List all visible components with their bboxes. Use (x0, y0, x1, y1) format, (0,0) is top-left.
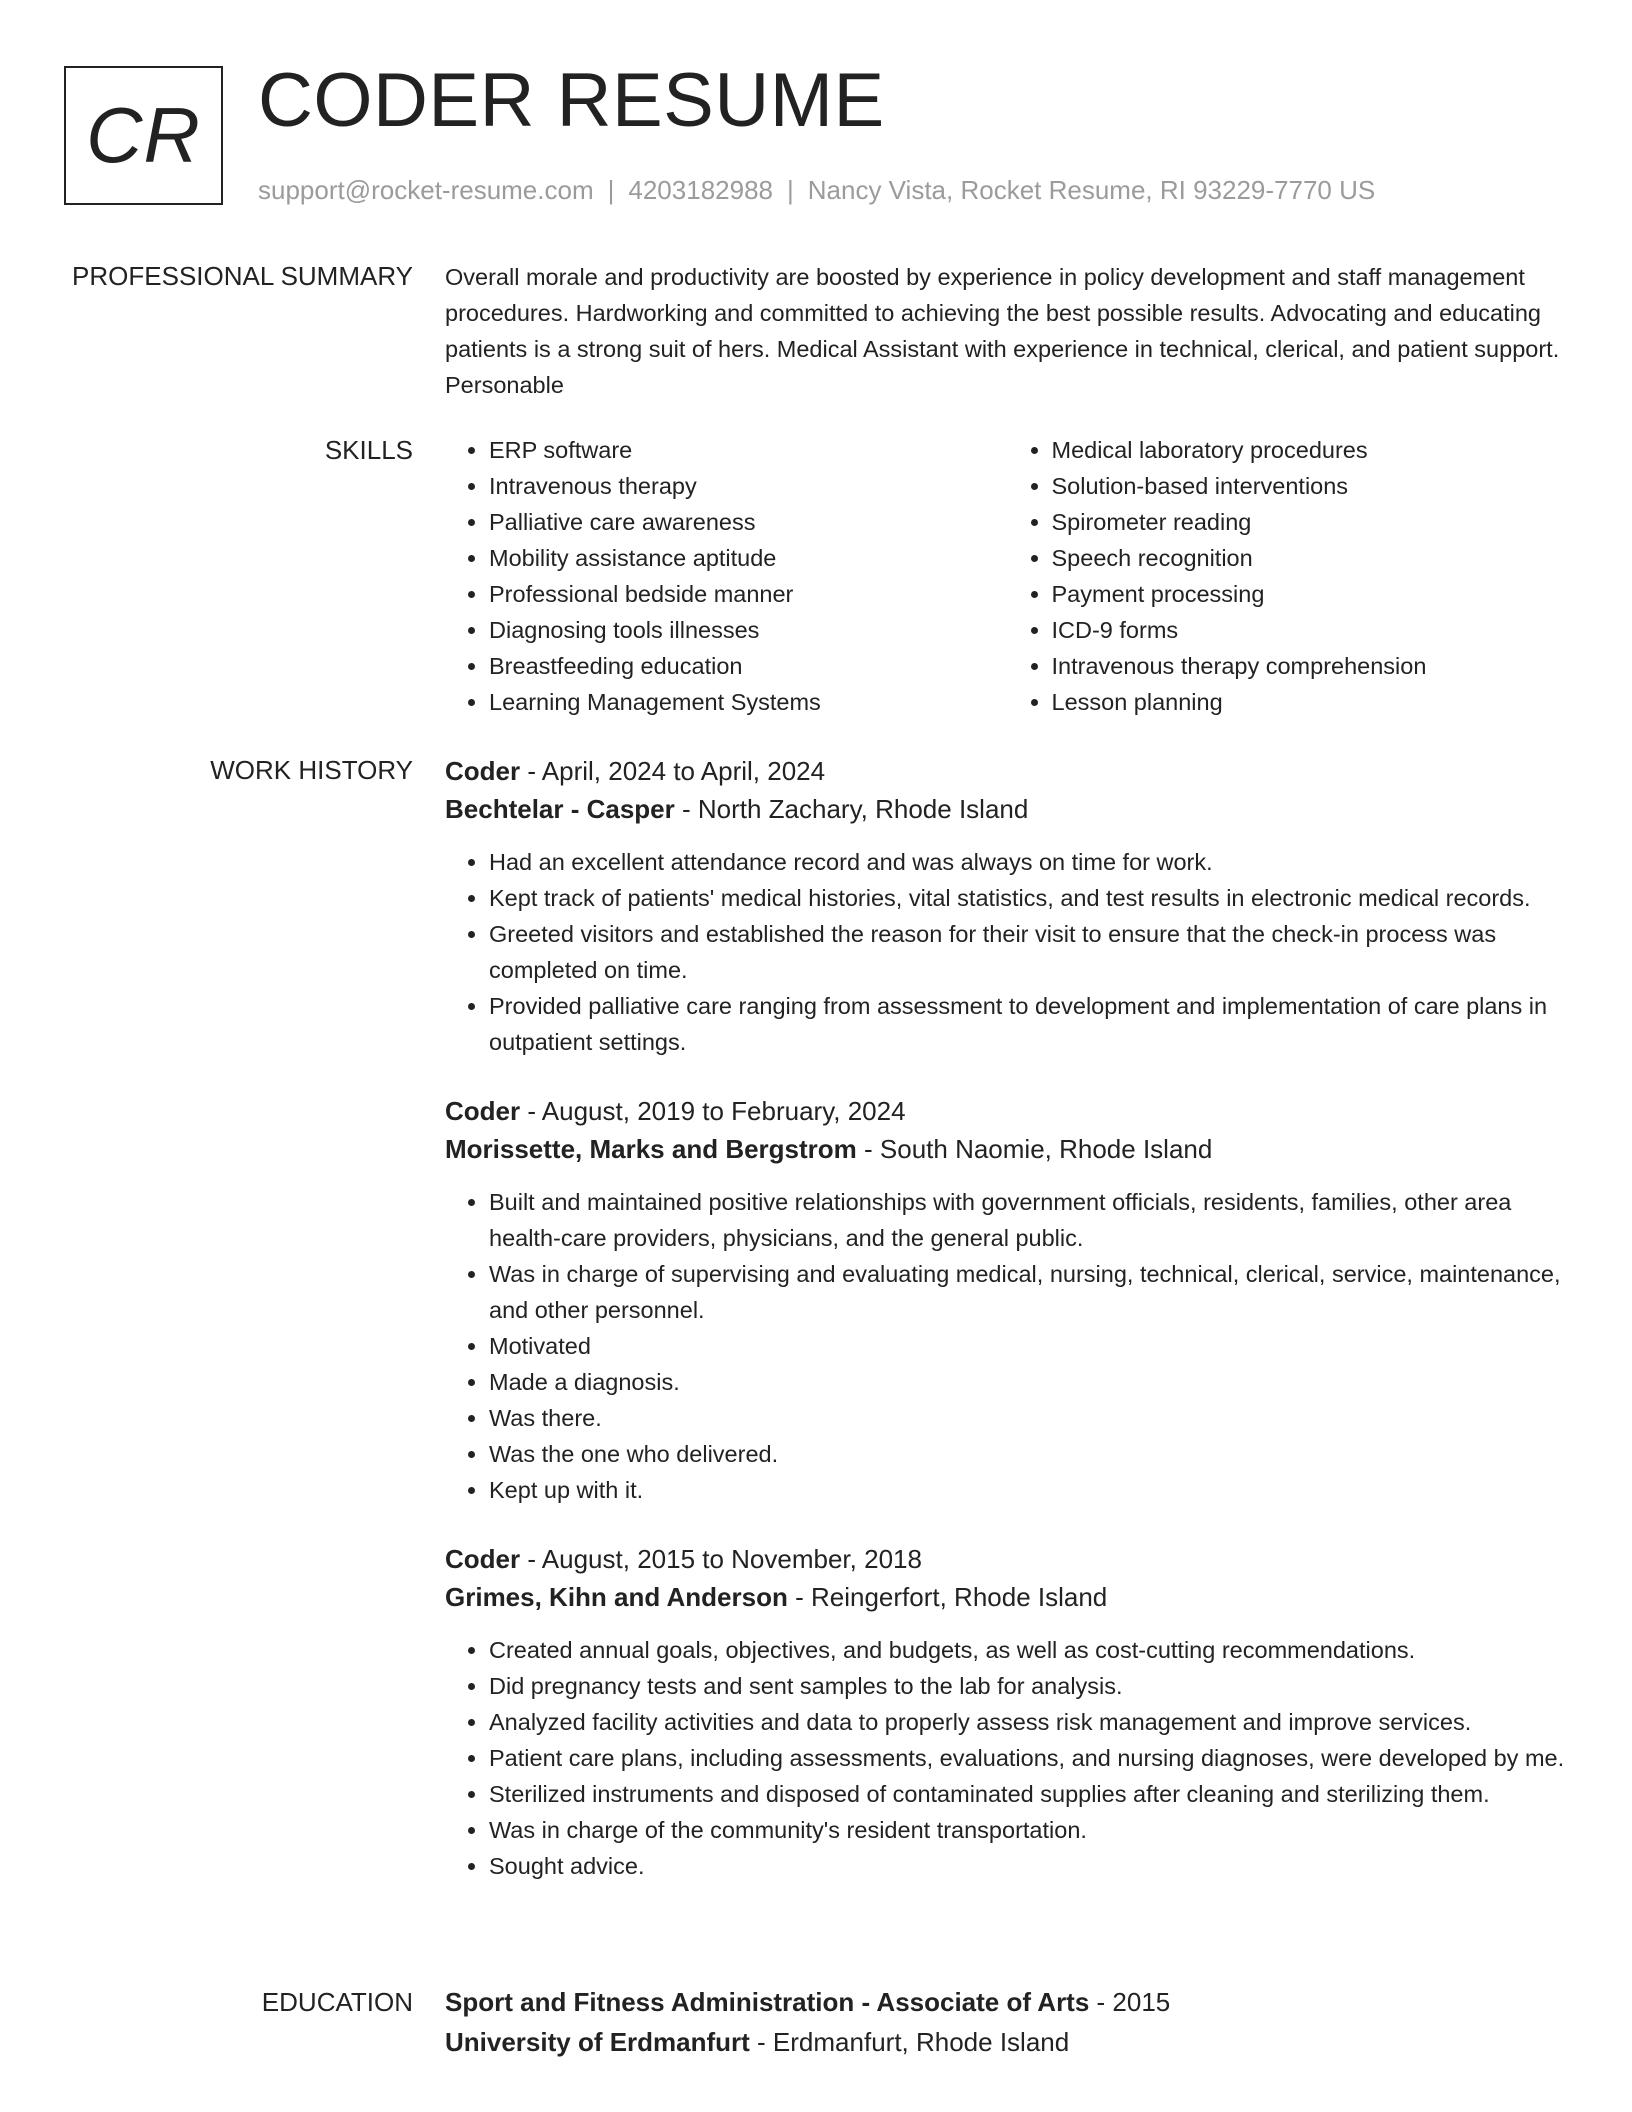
job-duties (445, 1184, 1570, 1508)
contact-address: Nancy Vista, Rocket Resume, RI 93229-7770 US (807, 175, 1376, 205)
skill-item: • Intravenous therapy (489, 468, 1008, 504)
contact-email: support@rocket-resume.com (258, 175, 594, 205)
job-company: Bechtelar - Casper (445, 794, 675, 824)
section-label-work: WORK HISTORY (210, 755, 413, 785)
skill-item: • Diagnosing tools illnesses (489, 612, 1008, 648)
skill-item: • Solution-based interventions (1052, 468, 1571, 504)
job-duty: • Was in charge of the community's resident transportation. (489, 1812, 1570, 1848)
job-location: - North Zachary, Rhode Island (674, 794, 1029, 824)
education-content (445, 1982, 1570, 2062)
skill-item: • ICD-9 forms (1052, 612, 1571, 648)
skill-item: • Spirometer reading (1052, 504, 1571, 540)
job-duty: • Built and maintained positive relationships with government officials, residents, families, other area health-care providers, physicians, and the general public. (489, 1184, 1570, 1256)
job-title-line (445, 1540, 1570, 1578)
skill-item: • Palliative care awareness (489, 504, 1008, 540)
contact-line (258, 172, 1375, 208)
education-degree-line (445, 1982, 1570, 2022)
job-company: Grimes, Kihn and Anderson (445, 1582, 788, 1612)
job-duty: • Sought advice. (489, 1848, 1570, 1884)
work-content (445, 752, 1570, 1916)
section-label-summary: PROFESSIONAL SUMMARY (72, 261, 413, 291)
job-title: Coder (445, 756, 521, 786)
skills-content (445, 432, 1570, 720)
job-duty: • Was in charge of supervising and evaluating medical, nursing, technical, clerical, service, maintenance, and other personnel. (489, 1256, 1570, 1328)
skill-item: • Professional bedside manner (489, 576, 1008, 612)
job-company: Morissette, Marks and Bergstrom (445, 1134, 857, 1164)
skill-item: • Mobility assistance aptitude (489, 540, 1008, 576)
education-degree: Sport and Fitness Administration - Associate of Arts (445, 1987, 1090, 2017)
monogram-box (64, 66, 223, 205)
education-location: - Erdmanfurt, Rhode Island (749, 2027, 1070, 2057)
education-school: University of Erdmanfurt (445, 2027, 750, 2057)
job-title-line (445, 1092, 1570, 1130)
skill-item: • Breastfeeding education (489, 648, 1008, 684)
job-duties (445, 1632, 1570, 1884)
job-duty: • Did pregnancy tests and sent samples to the lab for analysis. (489, 1668, 1570, 1704)
job-duty: • Analyzed facility activities and data to properly assess risk management and improve services. (489, 1704, 1570, 1740)
resume-title: CODER RESUME (258, 58, 885, 143)
job-duty: • Sterilized instruments and disposed of contaminated supplies after cleaning and sterilizing them. (489, 1776, 1570, 1812)
skills-list-right (1008, 432, 1571, 720)
job-duty: • Motivated (489, 1328, 1570, 1364)
job-dates: - August, 2015 to November, 2018 (520, 1544, 922, 1574)
job-dates: - April, 2024 to April, 2024 (520, 756, 826, 786)
contact-separator: | (787, 175, 794, 205)
section-label-education: EDUCATION (261, 1987, 413, 2017)
job-org-line (445, 1578, 1570, 1616)
job-duty: • Kept up with it. (489, 1472, 1570, 1508)
job-entry (445, 1092, 1570, 1508)
job-duty: • Was the one who delivered. (489, 1436, 1570, 1472)
job-duty: • Provided palliative care ranging from assessment to development and implementation of care plans in outpatient settings. (489, 988, 1570, 1060)
skill-item: • Speech recognition (1052, 540, 1571, 576)
skill-item: • ERP software (489, 432, 1008, 468)
skill-item: • Lesson planning (1052, 684, 1571, 720)
job-entry (445, 752, 1570, 1060)
monogram-initials: CR (86, 91, 201, 179)
job-location: - Reingerfort, Rhode Island (787, 1582, 1108, 1612)
job-duty: • Created annual goals, objectives, and budgets, as well as cost-cutting recommendations. (489, 1632, 1570, 1668)
job-duties (445, 844, 1570, 1060)
job-duty: • Patient care plans, including assessments, evaluations, and nursing diagnoses, were developed by me. (489, 1740, 1570, 1776)
job-entry (445, 1540, 1570, 1884)
skill-item: • Learning Management Systems (489, 684, 1008, 720)
job-org-line (445, 1130, 1570, 1168)
job-location: - South Naomie, Rhode Island (856, 1134, 1213, 1164)
summary-content (445, 259, 1570, 403)
skill-item: • Intravenous therapy comprehension (1052, 648, 1571, 684)
job-dates: - August, 2019 to February, 2024 (520, 1096, 906, 1126)
skill-item: • Medical laboratory procedures (1052, 432, 1571, 468)
education-year: - 2015 (1089, 1987, 1171, 2017)
skill-item: • Payment processing (1052, 576, 1571, 612)
contact-separator: | (607, 175, 615, 205)
contact-phone: 4203182988 (628, 175, 773, 205)
job-duty: • Greeted visitors and established the reason for their visit to ensure that the check-in process was completed on time. (489, 916, 1570, 988)
job-title: Coder (445, 1096, 521, 1126)
job-duty: • Had an excellent attendance record and was always on time for work. (489, 844, 1570, 880)
education-school-line (445, 2022, 1570, 2062)
summary-text: Overall morale and productivity are boosted by experience in policy development and staff management procedures. Hardworking and committed to achieving the best possible results. Advocating and educating patients is a strong suit of hers. Medical Assistant with experience in technical, clerical, and patient support. Personable (445, 264, 1560, 398)
skills-list-left (445, 432, 1008, 720)
job-title-line (445, 752, 1570, 790)
job-org-line (445, 790, 1570, 828)
skills-grid (445, 432, 1570, 720)
job-duty: • Kept track of patients' medical histories, vital statistics, and test results in electronic medical records. (489, 880, 1570, 916)
job-duty: • Was there. (489, 1400, 1570, 1436)
job-duty: • Made a diagnosis. (489, 1364, 1570, 1400)
section-label-skills: SKILLS (324, 435, 413, 465)
job-title: Coder (445, 1544, 521, 1574)
